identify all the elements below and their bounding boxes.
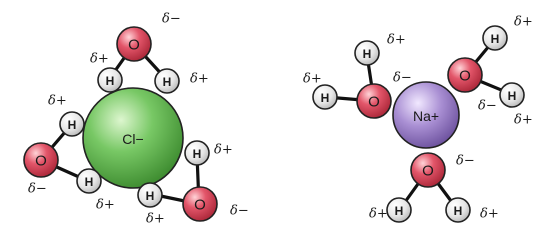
oxygen-label: O: [368, 93, 380, 111]
partial-positive-label: δ+: [190, 71, 209, 87]
hydrogen-label: H: [507, 89, 517, 103]
partial-positive-label: δ+: [214, 142, 233, 158]
hydrogen-label: H: [67, 118, 77, 132]
chloride-cluster: [24, 12, 249, 227]
chloride-ion-label: Cl−: [122, 131, 144, 147]
water-molecule: [98, 27, 179, 93]
partial-positive-label: δ+: [96, 197, 115, 213]
oxygen-label: O: [459, 67, 471, 85]
hydrogen-label: H: [162, 75, 172, 89]
partial-negative-label: δ−: [28, 181, 47, 197]
partial-positive-label: δ+: [514, 14, 533, 30]
partial-positive-label: δ+: [480, 206, 499, 222]
oxygen-label: O: [422, 162, 434, 180]
hydrogen-label: H: [362, 47, 372, 61]
oxygen-label: O: [128, 36, 140, 54]
hydrogen-label: H: [394, 204, 404, 218]
hydrogen-label: H: [145, 189, 155, 203]
water-molecule: [448, 26, 524, 107]
sodium-ion-label: Na+: [412, 108, 440, 124]
partial-positive-label: δ+: [303, 71, 322, 87]
partial-negative-label: δ−: [456, 153, 475, 169]
hydrogen-label: H: [105, 74, 115, 88]
water-molecule: [313, 41, 391, 118]
partial-positive-label: δ+: [387, 32, 406, 48]
partial-negative-label: δ−: [478, 98, 497, 114]
partial-positive-label: δ+: [90, 51, 109, 67]
partial-positive-label: δ+: [369, 206, 388, 222]
partial-negative-label: δ−: [393, 70, 412, 86]
oxygen-label: O: [35, 152, 47, 170]
partial-positive-label: δ+: [146, 211, 165, 227]
partial-negative-label: δ−: [162, 11, 181, 27]
sodium-cluster: [303, 15, 533, 223]
hydrogen-label: H: [490, 32, 500, 46]
partial-positive-label: δ+: [48, 93, 67, 109]
partial-positive-label: δ+: [514, 112, 533, 128]
hydrogen-label: H: [84, 175, 94, 189]
hydrogen-label: H: [192, 147, 202, 161]
partial-negative-label: δ−: [230, 203, 249, 219]
hydrogen-label: H: [320, 91, 330, 105]
oxygen-label: O: [194, 196, 206, 214]
hydrogen-label: H: [453, 204, 463, 218]
